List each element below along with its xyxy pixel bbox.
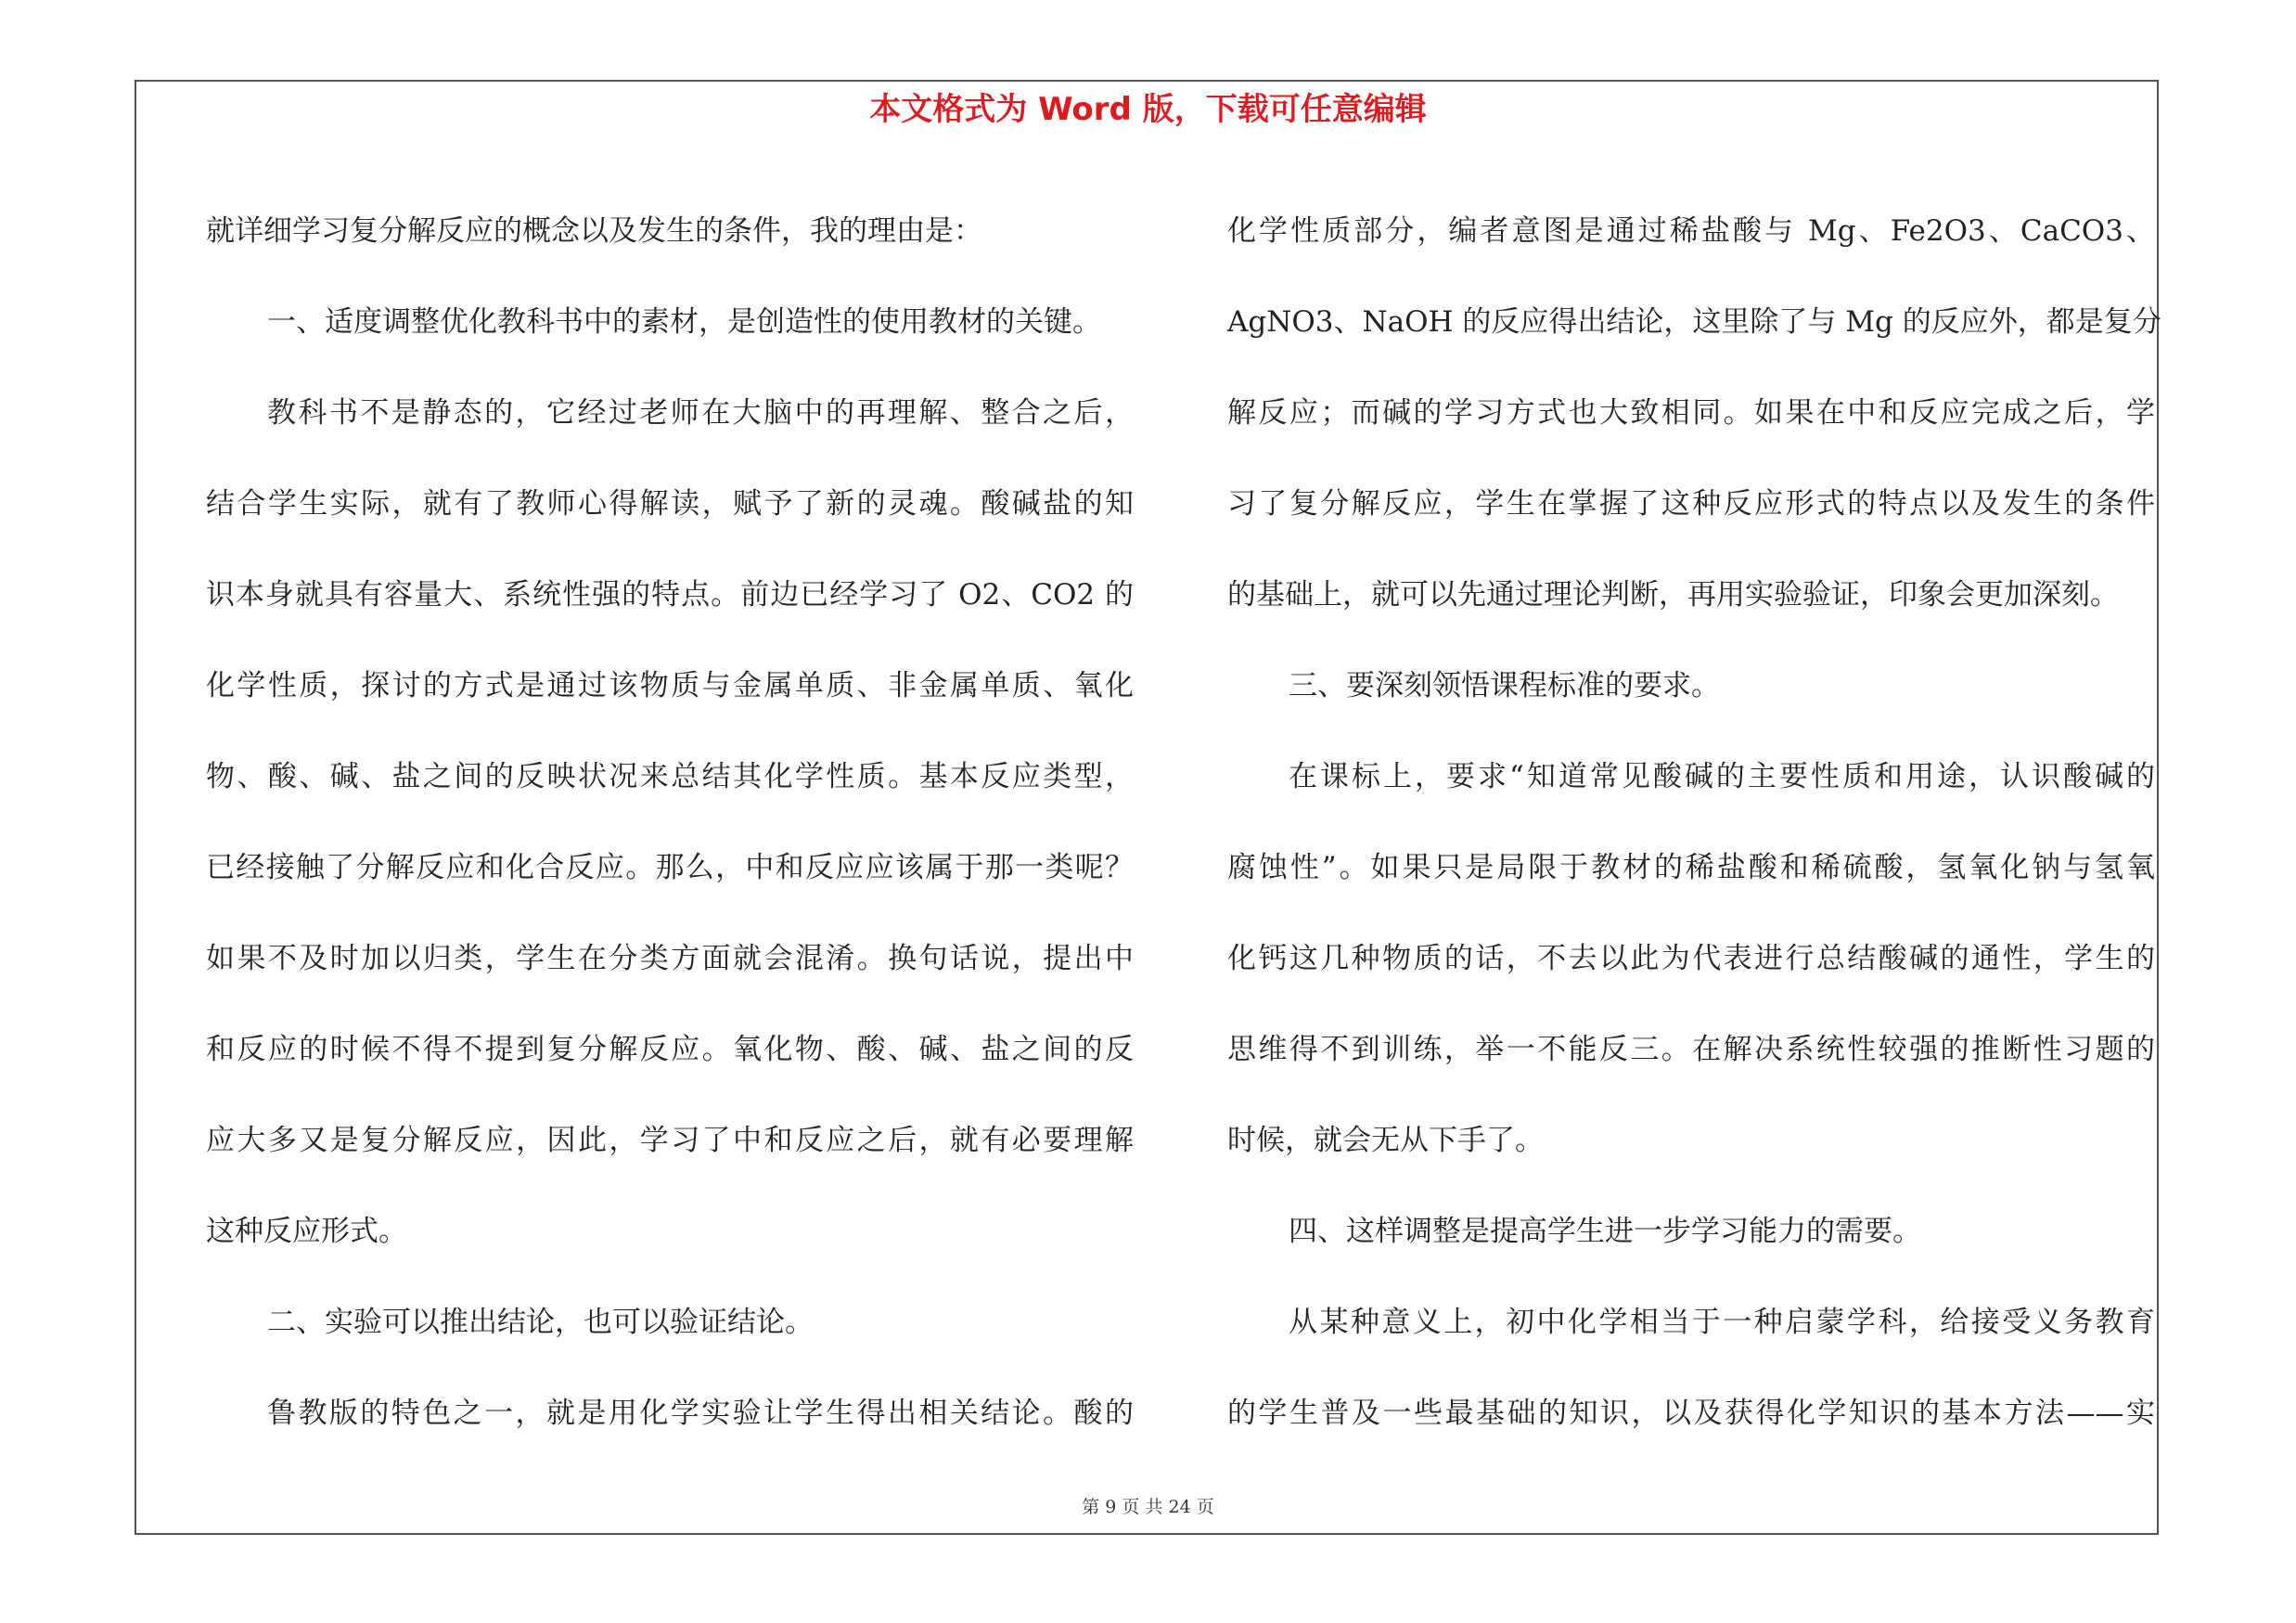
- paragraph-line: 教科书不是静态的，它经过老师在大脑中的再理解、整合之后，: [267, 396, 1134, 430]
- paragraph-line: 的学生普及一些最基础的知识，以及获得化学知识的基本方法——实: [1227, 1397, 2155, 1430]
- page-number: 第 9 页 共 24 页: [1082, 1497, 1214, 1517]
- paragraph-line: 时候，就会无从下手了。: [1227, 1124, 1544, 1157]
- paragraph-line: AgNO3、NaOH 的反应得出结论，这里除了与 Mg 的反应外，都是复分: [1227, 305, 2161, 339]
- editable-banner: 本文格式为 Word 版，下载可任意编辑: [869, 91, 1427, 128]
- paragraph-line: 如果不及时加以归类，学生在分类方面就会混淆。换句话说，提出中: [206, 942, 1134, 975]
- paragraph-line: 结合学生实际，就有了教师心得解读，赋予了新的灵魂。酸碱盐的知: [206, 487, 1134, 521]
- paragraph-line: 腐蚀性”。如果只是局限于教材的稀盐酸和稀硫酸，氢氧化钠与氢氧: [1227, 851, 2155, 884]
- section-heading-2: 二、实验可以推出结论，也可以验证结论。: [267, 1306, 814, 1339]
- paragraph-line: 和反应的时候不得不提到复分解反应。氧化物、酸、碱、盐之间的反: [206, 1033, 1134, 1066]
- paragraph-line: 解反应；而碱的学习方式也大致相同。如果在中和反应完成之后，学: [1227, 396, 2155, 430]
- paragraph-line: 在课标上，要求“知道常见酸碱的主要性质和用途，认识酸碱的: [1289, 760, 2155, 793]
- left-column: [206, 186, 1134, 1459]
- section-heading-3: 三、要深刻领悟课程标准的要求。: [1289, 669, 1720, 702]
- section-heading-1: 一、适度调整优化教科书中的素材，是创造性的使用教材的关键。: [267, 305, 1101, 339]
- paragraph-line: 的基础上，就可以先通过理论判断，再用实验验证，印象会更加深刻。: [1227, 578, 2119, 612]
- paragraph-line: 化学性质，探讨的方式是通过该物质与金属单质、非金属单质、氧化: [206, 669, 1134, 702]
- paragraph-line: 化学性质部分，编者意图是通过稀盐酸与 Mg、Fe2O3、CaCO3、: [1227, 214, 2155, 248]
- paragraph-line: 应大多又是复分解反应，因此，学习了中和反应之后，就有必要理解: [206, 1124, 1134, 1157]
- paragraph-line: 已经接触了分解反应和化合反应。那么，中和反应应该属于那一类呢？: [206, 851, 1134, 884]
- paragraph-line: 从某种意义上，初中化学相当于一种启蒙学科，给接受义务教育: [1289, 1306, 2155, 1339]
- paragraph-line: 识本身就具有容量大、系统性强的特点。前边已经学习了 O2、CO2 的: [206, 578, 1134, 612]
- paragraph-line: 物、酸、碱、盐之间的反映状况来总结其化学性质。基本反应类型，: [206, 760, 1134, 793]
- paragraph-line: 就详细学习复分解反应的概念以及发生的条件，我的理由是：: [206, 214, 982, 248]
- paragraph-line: 化钙这几种物质的话，不去以此为代表进行总结酸碱的通性，学生的: [1227, 942, 2155, 975]
- paragraph-line: 习了复分解反应，学生在掌握了这种反应形式的特点以及发生的条件: [1227, 487, 2155, 521]
- section-heading-4: 四、这样调整是提高学生进一步学习能力的需要。: [1289, 1215, 1921, 1248]
- right-column: [1227, 186, 2161, 1459]
- paragraph-line: 鲁教版的特色之一，就是用化学实验让学生得出相关结论。酸的: [267, 1397, 1134, 1430]
- paragraph-line: 这种反应形式。: [206, 1215, 407, 1248]
- paragraph-line: 思维得不到训练，举一不能反三。在解决系统性较强的推断性习题的: [1227, 1033, 2155, 1066]
